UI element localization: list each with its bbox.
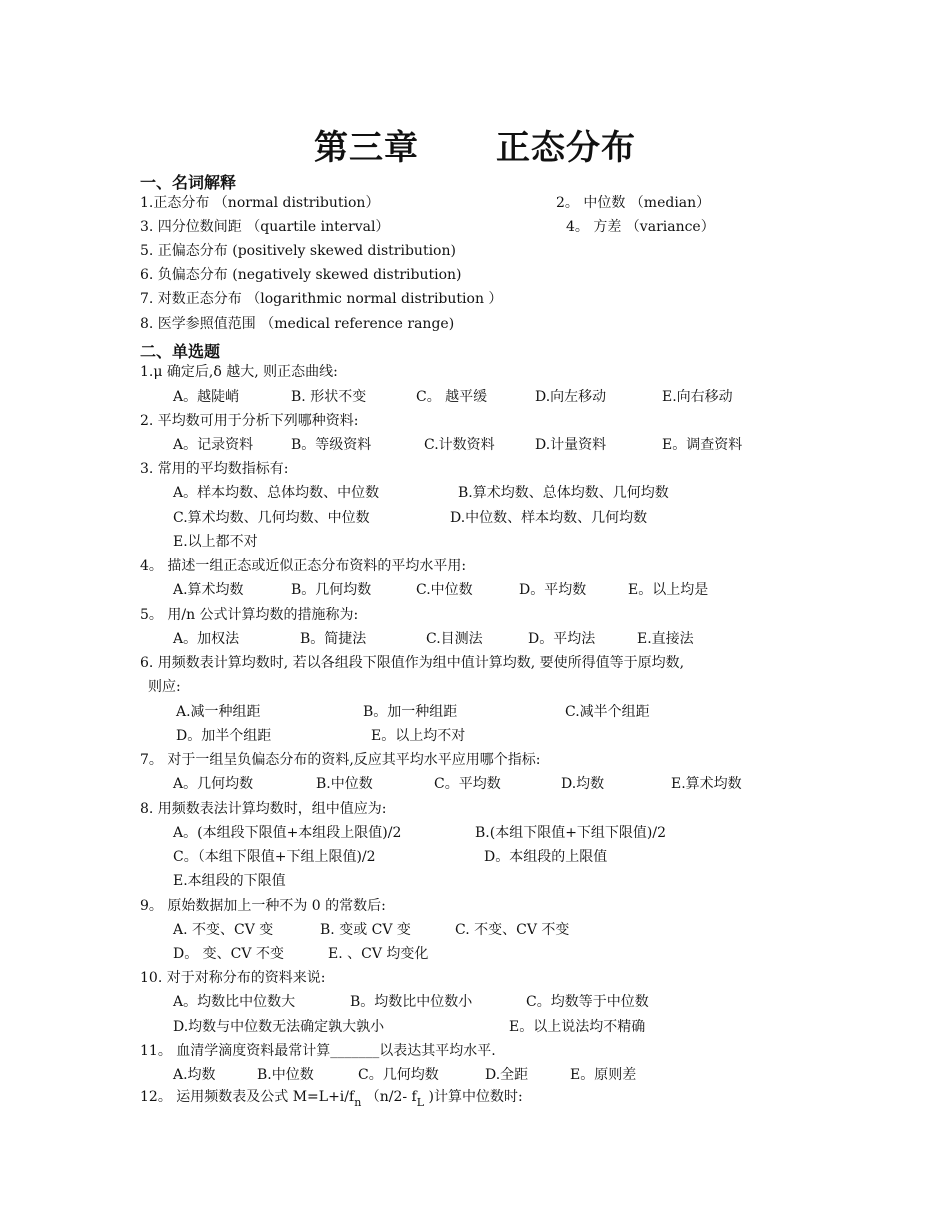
option-a: A。均数比中位数大 — [173, 994, 296, 1010]
term-item: 4。 方差 （variance） — [566, 219, 715, 235]
option-c: C.计数资料 — [424, 437, 495, 453]
option-a: A。几何均数 — [173, 776, 254, 792]
section-heading-terms: 一、名词解释 — [140, 173, 237, 192]
option-e: E.直接法 — [637, 631, 694, 647]
option-c: C。均数等于中位数 — [526, 994, 649, 1010]
question-stem: 6. 用频数表计算均数时, 若以各组段下限值作为组中值计算均数, 要使所得值等于原均数, — [140, 655, 685, 671]
question-stem: 1.μ 确定后,δ 越大, 则正态曲线: — [140, 364, 338, 380]
option-e: E. 、CV 均变化 — [328, 946, 429, 962]
option-d: D.中位数、样本均数、几何均数 — [450, 510, 648, 526]
option-e: E.本组段的下限值 — [173, 873, 286, 889]
term-item: 6. 负偏态分布 (negatively skewed distribution) — [140, 267, 462, 283]
option-b: B.算术均数、总体均数、几何均数 — [458, 485, 669, 501]
option-a: A. 不变、CV 变 — [173, 922, 274, 938]
question-stem: 7。 对于一组呈负偏态分布的资料,反应其平均水平应用哪个指标: — [140, 752, 541, 768]
formula-part: )计算中位数时: — [424, 1089, 523, 1105]
option-b: B。加一种组距 — [363, 704, 458, 720]
term-item: 2。 中位数 （median） — [556, 195, 711, 211]
option-b: B.中位数 — [316, 776, 373, 792]
option-b: B.中位数 — [257, 1067, 314, 1083]
question-stem: 9。 原始数据加上一种不为 0 的常数后: — [140, 898, 386, 914]
option-c: C。平均数 — [434, 776, 501, 792]
question-stem — [140, 1088, 523, 1107]
option-e: E。以上均是 — [628, 582, 709, 598]
chapter-title: 第三章 正态分布 — [313, 128, 637, 168]
option-d: D。加半个组距 — [176, 728, 272, 744]
option-e: E。以上说法均不精确 — [509, 1019, 646, 1035]
formula-part: （n/2- f — [361, 1089, 417, 1105]
option-c: C.中位数 — [416, 582, 473, 598]
subscript-l: L — [416, 1096, 425, 1109]
option-d: D.计量资料 — [535, 437, 607, 453]
term-item: 8. 医学参照值范围 （medical reference range) — [140, 316, 455, 332]
option-c: C。几何均数 — [358, 1067, 439, 1083]
option-a: A。加权法 — [173, 631, 240, 647]
option-b: B。等级资料 — [291, 437, 372, 453]
option-a: A.算术均数 — [173, 582, 244, 598]
question-stem: 5。 用/n 公式计算均数的措施称为: — [140, 607, 359, 623]
option-e: E.以上都不对 — [173, 534, 258, 550]
option-a: A.减一种组距 — [176, 704, 261, 720]
option-e: E。调查资料 — [662, 437, 743, 453]
option-c: C。（本组下限值+下组上限值)/2 — [173, 849, 376, 865]
option-d: D.均数与中位数无法确定孰大孰小 — [173, 1019, 385, 1035]
option-d: D。平均法 — [528, 631, 596, 647]
option-d: D.均数 — [561, 776, 605, 792]
option-d: D.向左移动 — [535, 389, 607, 405]
term-item: 7. 对数正态分布 （logarithmic normal distribution ） — [140, 291, 503, 307]
option-a: A。样本均数、总体均数、中位数 — [173, 485, 380, 501]
question-stem: 11。 血清学滴度资料最常计算_______以表达其平均水平. — [140, 1043, 496, 1059]
option-c: C.算术均数、几何均数、中位数 — [173, 510, 370, 526]
subscript-n: n — [354, 1096, 362, 1109]
option-b: B. 形状不变 — [291, 389, 367, 405]
question-stem-continued: 则应: — [148, 679, 181, 695]
option-d: D。平均数 — [519, 582, 587, 598]
question-stem: 3. 常用的平均数指标有: — [140, 461, 289, 477]
term-item: 1.正态分布 （normal distribution） — [140, 195, 380, 211]
option-a: A。(本组段下限值+本组段上限值)/2 — [173, 825, 402, 841]
option-a: A.均数 — [173, 1067, 216, 1083]
option-a: A。记录资料 — [173, 437, 254, 453]
option-d: D。本组段的上限值 — [484, 849, 608, 865]
question-stem: 10. 对于对称分布的资料来说: — [140, 970, 326, 986]
option-b: B.(本组下限值+下组下限值)/2 — [475, 825, 667, 841]
option-e: E.向右移动 — [662, 389, 733, 405]
question-stem: 4。 描述一组正态或近似正态分布资料的平均水平用: — [140, 558, 467, 574]
term-item: 3. 四分位数间距 （quartile interval） — [140, 219, 390, 235]
option-b: B. 变或 CV 变 — [320, 922, 411, 938]
question-stem: 2. 平均数可用于分析下列哪种资料: — [140, 413, 359, 429]
option-b: B。简捷法 — [300, 631, 367, 647]
option-e: E。原则差 — [570, 1067, 637, 1083]
option-c: C。 越平缓 — [416, 389, 488, 405]
option-d: D。 变、CV 不变 — [173, 946, 284, 962]
option-c: C.目测法 — [426, 631, 483, 647]
option-e: E.算术均数 — [671, 776, 742, 792]
section-heading-single-choice: 二、单选题 — [140, 342, 221, 361]
option-b: B。几何均数 — [291, 582, 372, 598]
option-c: C. 不变、CV 不变 — [455, 922, 570, 938]
option-c: C.减半个组距 — [565, 704, 650, 720]
option-b: B。均数比中位数小 — [350, 994, 473, 1010]
question-stem: 8. 用频数表法计算均数时，组中值应为: — [140, 801, 387, 817]
term-item: 5. 正偏态分布 (positively skewed distribution) — [140, 243, 456, 259]
formula-part: 12。 运用频数表及公式 M=L+i/f — [140, 1089, 355, 1105]
option-e: E。以上均不对 — [371, 728, 466, 744]
option-d: D.全距 — [485, 1067, 529, 1083]
option-a: A。越陡峭 — [173, 389, 240, 405]
